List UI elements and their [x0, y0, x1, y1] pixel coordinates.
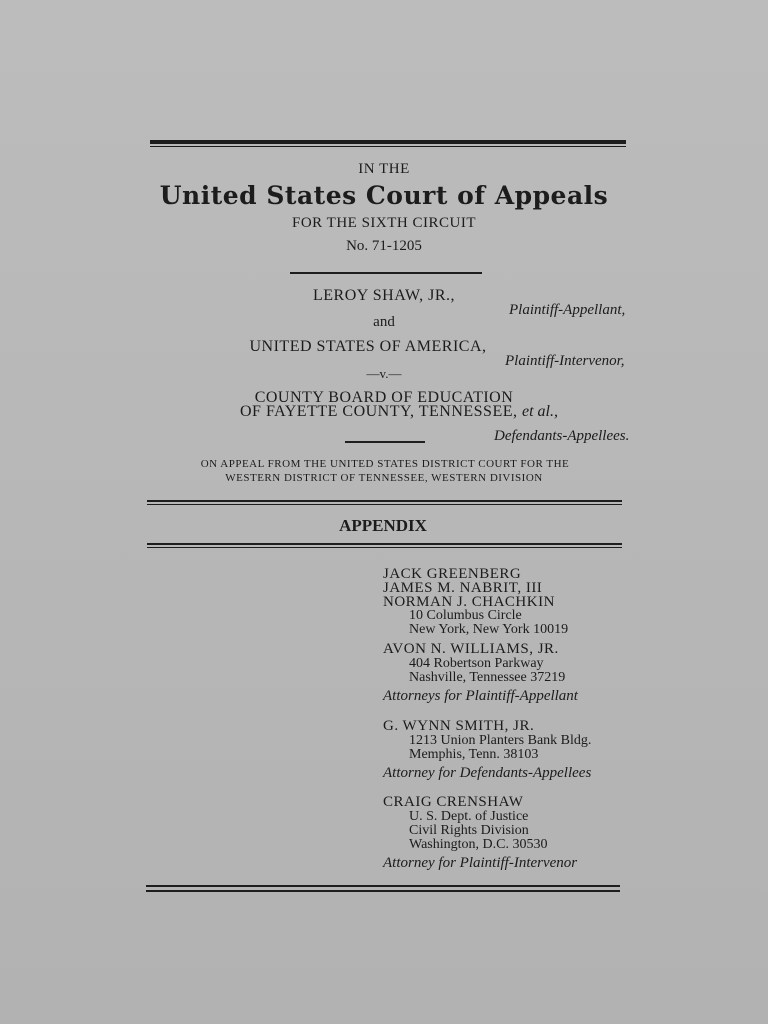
counsel-role: Attorney for Defendants-Appellees: [383, 765, 592, 781]
appendix-rule-top-1: [147, 500, 622, 502]
counsel-address: Washington, D.C. 30530: [409, 837, 548, 852]
court-name: United States Court of Appeals: [159, 181, 609, 210]
appendix-rule-bottom-1: [147, 543, 622, 545]
defendant-etal: et al.,: [521, 403, 558, 420]
versus-label: —v.—: [366, 366, 402, 381]
in-the-label: IN THE: [358, 161, 410, 177]
intervenor-name: UNITED STATES OF AMERICA,: [249, 338, 487, 355]
counsel-name: NORMAN J. CHACHKIN: [383, 594, 555, 610]
counsel-role: Attorneys for Plaintiff-Appellant: [383, 688, 578, 704]
intervenor-role: Plaintiff-Intervenor,: [505, 353, 625, 369]
counsel-address: New York, New York 10019: [409, 622, 569, 637]
counsel-name: JACK GREENBERG: [383, 566, 522, 582]
heading-divider: [290, 272, 482, 274]
top-rule-thick: [150, 140, 626, 144]
counsel-role: Attorney for Plaintiff-Intervenor: [383, 855, 578, 871]
defendant-line-1: COUNTY BOARD OF EDUCATION: [254, 389, 514, 406]
counsel-address: 404 Robertson Parkway: [409, 656, 544, 671]
parties-divider: [345, 441, 425, 443]
counsel-address: 10 Columbus Circle: [409, 608, 522, 623]
plaintiff-name: LEROY SHAW, JR.,: [313, 287, 455, 304]
appendix-rule-top-2: [147, 504, 622, 505]
case-number: No. 71-1205: [346, 238, 422, 254]
plaintiff-role: Plaintiff-Appellant,: [509, 302, 626, 318]
counsel-name: JAMES M. NABRIT, III: [383, 580, 543, 596]
appeal-line-1: ON APPEAL FROM THE UNITED STATES DISTRICT COURT FOR THE: [200, 458, 570, 470]
counsel-name: CRAIG CRENSHAW: [383, 794, 524, 810]
defendant-role: Defendants-Appellees.: [494, 428, 630, 444]
bottom-rule-1: [146, 885, 620, 887]
counsel-address: Civil Rights Division: [409, 823, 529, 838]
bottom-rule-2: [146, 890, 620, 892]
top-rule-thin: [150, 146, 626, 147]
appendix-rule-bottom-2: [147, 547, 622, 548]
counsel-address: Nashville, Tennessee 37219: [409, 670, 566, 685]
defendant-name: OF FAYETTE COUNTY, TENNESSEE,: [240, 403, 518, 420]
defendant-line-2: [240, 403, 558, 421]
counsel-address: Memphis, Tenn. 38103: [409, 747, 539, 762]
counsel-address: 1213 Union Planters Bank Bldg.: [409, 733, 592, 748]
and-label: and: [373, 314, 395, 330]
document-title: APPENDIX: [339, 516, 427, 535]
counsel-address: U. S. Dept. of Justice: [409, 809, 529, 824]
counsel-name: AVON N. WILLIAMS, JR.: [383, 641, 559, 657]
counsel-name: G. WYNN SMITH, JR.: [383, 718, 535, 734]
circuit-label: FOR THE SIXTH CIRCUIT: [292, 215, 476, 231]
appeal-line-2: WESTERN DISTRICT OF TENNESSEE, WESTERN DIVISION: [225, 472, 543, 484]
